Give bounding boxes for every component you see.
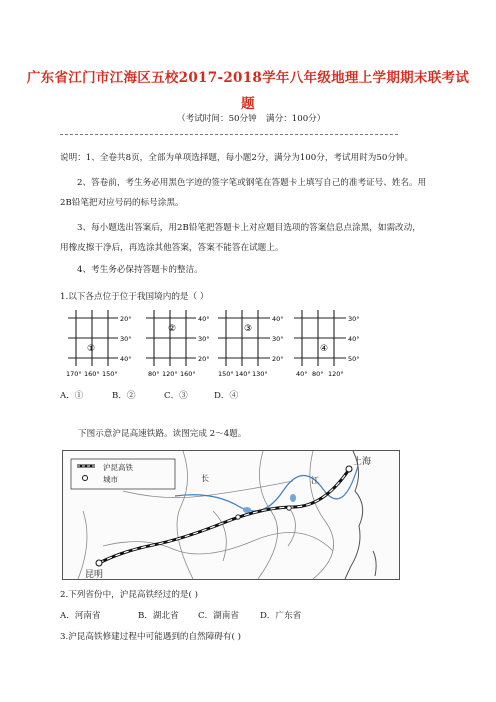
legend-city-label: 城市 xyxy=(103,475,118,484)
hukun-railway-map xyxy=(62,450,400,580)
legend-rail-label: 沪昆高铁 xyxy=(103,463,133,472)
grid4-lon-1: 40° xyxy=(296,370,308,378)
city-kunming-label: 昆明 xyxy=(85,570,104,580)
header-divider xyxy=(60,134,398,135)
q2-option-c: C．湖南省 xyxy=(198,611,239,621)
grid1-lon-3: 150° xyxy=(102,370,118,378)
grid4-lon-3: 120° xyxy=(328,370,344,378)
grid4-lat-3: 50° xyxy=(348,355,360,363)
question-1-stem: 1.以下各点位于位于我国境内的是（ ） xyxy=(60,292,209,302)
q2-option-a: A．河南省 xyxy=(60,611,101,621)
q1-option-a: A．① xyxy=(60,391,84,401)
exam-title-line2: 题 xyxy=(241,96,255,112)
full-score: 满分：100分） xyxy=(266,114,326,124)
grid4-lat-1: 30° xyxy=(348,315,360,323)
legend-city-symbol xyxy=(83,476,88,481)
question-2-stem: 2.下列省份中，沪昆高铁经过的是( ) xyxy=(60,590,198,600)
grid1-lat-2: 30° xyxy=(120,335,132,343)
question-3-stem: 3.沪昆高铁修建过程中可能遇到的自然障碍有( ) xyxy=(60,632,241,642)
grid1-lat-3: 40° xyxy=(120,355,132,363)
grid1-lon-2: 160° xyxy=(84,370,100,378)
taiwan-outline xyxy=(373,551,376,576)
lake xyxy=(290,494,296,502)
grid3-lat-2: 30° xyxy=(272,335,284,343)
grid2-mark: ② xyxy=(168,324,177,334)
grid2-lat-2: 30° xyxy=(198,335,210,343)
q2-option-b: B．湖北省 xyxy=(138,611,179,621)
q2-option-d: D．广东省 xyxy=(260,611,302,621)
city-dot xyxy=(287,506,291,510)
lake xyxy=(243,507,251,513)
q1-option-c: C．③ xyxy=(164,391,188,401)
city-dot xyxy=(236,515,240,519)
grid4-mark: ④ xyxy=(320,344,329,354)
grid2-lon-2: 120° xyxy=(162,370,178,378)
map-intro: 下图示意沪昆高速铁路。读图完成 2～4题。 xyxy=(78,429,247,439)
city-shanghai-label: 上海 xyxy=(353,457,372,467)
lat-lon-grids xyxy=(58,306,438,386)
instruction-1: 说明：1、全卷共8页，全部为单项选择题，每小题2分，满分为100分，考试用时为50分钟。 xyxy=(60,153,414,163)
grid3-lon-3: 130° xyxy=(252,370,268,378)
exam-time: （考试时间：50分钟 xyxy=(177,114,257,124)
grid3-mark: ③ xyxy=(244,324,253,334)
instruction-3-cont: 用橡皮擦干净后，再选涂其他答案，答案不能答在试题上。 xyxy=(60,243,284,253)
instruction-3: 3、每小题选出答案后，用2B铅笔把答题卡上对应题目选项的答案信息点涂黑，如需改动， xyxy=(77,223,421,233)
grid-2 xyxy=(146,310,196,366)
grid3-lat-1: 40° xyxy=(272,315,284,323)
grid2-lon-1: 80° xyxy=(148,370,160,378)
grid4-lon-2: 80° xyxy=(312,370,324,378)
city-kunming-dot xyxy=(96,560,102,566)
grid3-lat-3: 20° xyxy=(272,355,284,363)
river-label-jiang: 江 xyxy=(311,476,319,485)
q1-option-b: B．② xyxy=(112,391,136,401)
instruction-2: 2、答卷前，考生务必用黑色字迹的签字笔或钢笔在答题卡上填写自己的准考证号、姓名。用 xyxy=(77,178,427,188)
grid2-lat-3: 20° xyxy=(198,355,210,363)
grid-3 xyxy=(218,310,270,366)
river-label-chang: 长 xyxy=(201,474,209,483)
grid-1 xyxy=(68,310,118,366)
instruction-4: 4、考生务必保持答题卡的整洁。 xyxy=(77,265,203,275)
grid3-lon-2: 140° xyxy=(235,370,251,378)
grid-4 xyxy=(294,310,346,366)
grid1-mark: ① xyxy=(87,344,96,354)
grid2-lat-1: 40° xyxy=(198,315,210,323)
grid4-lat-2: 40° xyxy=(348,335,360,343)
instruction-2-cont: 2B铅笔把对应号码的标号涂黑。 xyxy=(60,198,184,208)
city-shanghai-dot xyxy=(346,466,352,472)
grid1-lon-1: 170° xyxy=(66,370,82,378)
grid2-lon-3: 160° xyxy=(180,370,196,378)
grid1-lat-1: 20° xyxy=(120,315,132,323)
exam-title-line1: 广东省江门市江海区五校2017-2018学年八年级地理上学期期末联考试 xyxy=(26,70,470,86)
grid3-lon-1: 150° xyxy=(218,370,234,378)
q1-option-d: D．④ xyxy=(214,391,239,401)
